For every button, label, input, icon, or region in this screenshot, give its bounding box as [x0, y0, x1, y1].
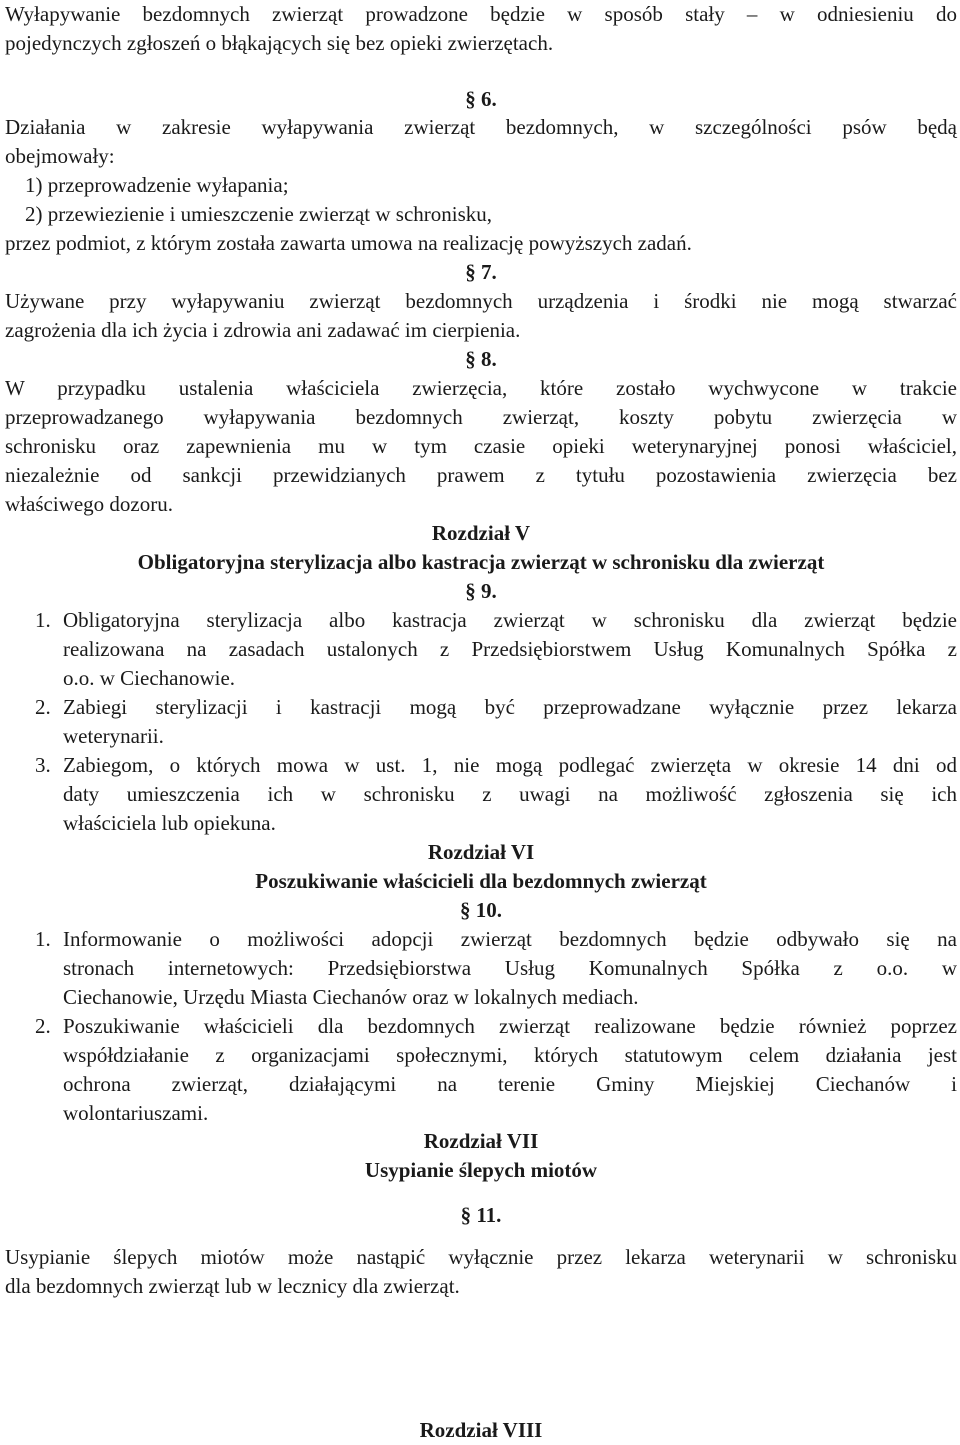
section-9-item-1 [5, 606, 957, 693]
list-item-line: Ciechanowie, Urzędu Miasta Ciechanów oraz w lokalnych mediach. [63, 985, 639, 1009]
list-item-line: Zabiegi sterylizacji i kastracji mogą być przeprowadzane wyłącznie przez lekarza [63, 695, 957, 719]
list-item-line: realizowana na zasadach ustalonych z Przedsiębiorstwem Usług Komunalnych Spółka z [63, 637, 957, 661]
section-10-item-1 [5, 925, 957, 1012]
section-8-line-3: schronisku oraz zapewnienia mu w tym czasie opieki weterynaryjnej ponosi właściciel, [5, 434, 957, 458]
chapter-7-label: Rozdział VII [423, 1129, 539, 1153]
list-number: 1. [35, 608, 51, 632]
chapter-6-title: Poszukiwanie właścicieli dla bezdomnych zwierząt [255, 869, 707, 893]
list-number: 2. [35, 695, 51, 719]
chapter-6-label: Rozdział VI [427, 840, 535, 864]
chapter-5-title: Obligatoryjna sterylizacja albo kastracja zwierząt w schronisku dla zwierząt [137, 550, 825, 574]
list-item-line: współdziałanie z organizacjami społecznymi, których statutowym celem działania jest [63, 1043, 957, 1067]
list-number: 2. [35, 1014, 51, 1038]
section-7-line-1: Używane przy wyłapywaniu zwierząt bezdomnych urządzenia i środki nie mogą stwarzać [5, 289, 957, 313]
section-6-list-item-1: 1) przeprowadzenie wyłapania; [25, 173, 289, 197]
list-number: 1. [35, 927, 51, 951]
section-11-line-1: Usypianie ślepych miotów może nastąpić wyłącznie przez lekarza weterynarii w schronisku [5, 1245, 957, 1269]
section-11-line-2: dla bezdomnych zwierząt lub w lecznicy dla zwierząt. [5, 1274, 460, 1298]
list-item-line: wolontariuszami. [63, 1101, 209, 1125]
section-9-item-3 [5, 751, 957, 838]
list-item-line: Obligatoryjna sterylizacja albo kastracja zwierząt w schronisku dla zwierząt będzie [63, 608, 957, 632]
list-item-line: stronach internetowych: Przedsiębiorstwa Usług Komunalnych Spółka z o.o. w [63, 956, 957, 980]
section-8-line-5: właściwego dozoru. [5, 492, 173, 516]
section-6-para-line-2: obejmowały: [5, 144, 115, 168]
list-item-line: daty umieszczenia ich w schronisku z uwagi na możliwość zgłoszenia się ich [63, 782, 957, 806]
list-item-line: o.o. w Ciechanowie. [63, 666, 236, 690]
list-item-line: Zabiegom, o których mowa w ust. 1, nie mogą podlegać zwierzęta w okresie 14 dni od [63, 753, 957, 777]
list-item-line: Informowanie o możliwości adopcji zwierząt bezdomnych będzie odbywało się na [63, 927, 957, 951]
section-8-line-2: przeprowadzanego wyłapywania bezdomnych zwierząt, koszty pobytu zwierzęcia w [5, 405, 957, 429]
list-item-line: Poszukiwanie właścicieli dla bezdomnych zwierząt realizowane będzie również poprzez [63, 1014, 957, 1038]
chapter-7-title: Usypianie ślepych miotów [364, 1158, 598, 1182]
section-6-tail: przez podmiot, z którym została zawarta umowa na realizację powyższych zadań. [5, 231, 692, 255]
chapter-5-label: Rozdział V [431, 521, 531, 545]
section-8-line-1: W przypadku ustalenia właściciela zwierzęcia, które zostało wychwycone w trakcie [5, 376, 957, 400]
list-number: 3. [35, 753, 51, 777]
section-9-item-2 [5, 693, 957, 751]
chapter-8-label: Rozdział VIII [419, 1418, 543, 1442]
section-6-list-item-2: 2) przewiezienie i umieszczenie zwierząt w schronisku, [25, 202, 493, 226]
list-item-line: właściciela lub opiekuna. [63, 811, 276, 835]
section-8-line-4: niezależnie od sankcji przewidzianych prawem z tytułu pozostawienia zwierzęcia bez [5, 463, 957, 487]
section-10-item-2 [5, 1012, 957, 1128]
intro-line-1: Wyłapywanie bezdomnych zwierząt prowadzone będzie w sposób stały – w odniesieniu do [5, 2, 957, 26]
intro-line-2: pojedynczych zgłoszeń o błąkających się bez opieki zwierzętach. [5, 31, 554, 55]
section-10-heading: § 10. [460, 898, 502, 922]
section-8-heading: § 8. [465, 347, 497, 371]
list-item-line: ochrona zwierząt, działającymi na terenie Gminy Miejskiej Ciechanów i [63, 1072, 957, 1096]
list-item-line: weterynarii. [63, 724, 164, 748]
section-6-para-line-1: Działania w zakresie wyłapywania zwierząt bezdomnych, w szczególności psów będą [5, 115, 957, 139]
section-11-heading: § 11. [460, 1203, 502, 1227]
section-7-line-2: zagrożenia dla ich życia i zdrowia ani zadawać im cierpienia. [5, 318, 521, 342]
section-7-heading: § 7. [465, 260, 497, 284]
section-9-heading: § 9. [465, 579, 497, 603]
section-6-heading: § 6. [465, 87, 497, 111]
